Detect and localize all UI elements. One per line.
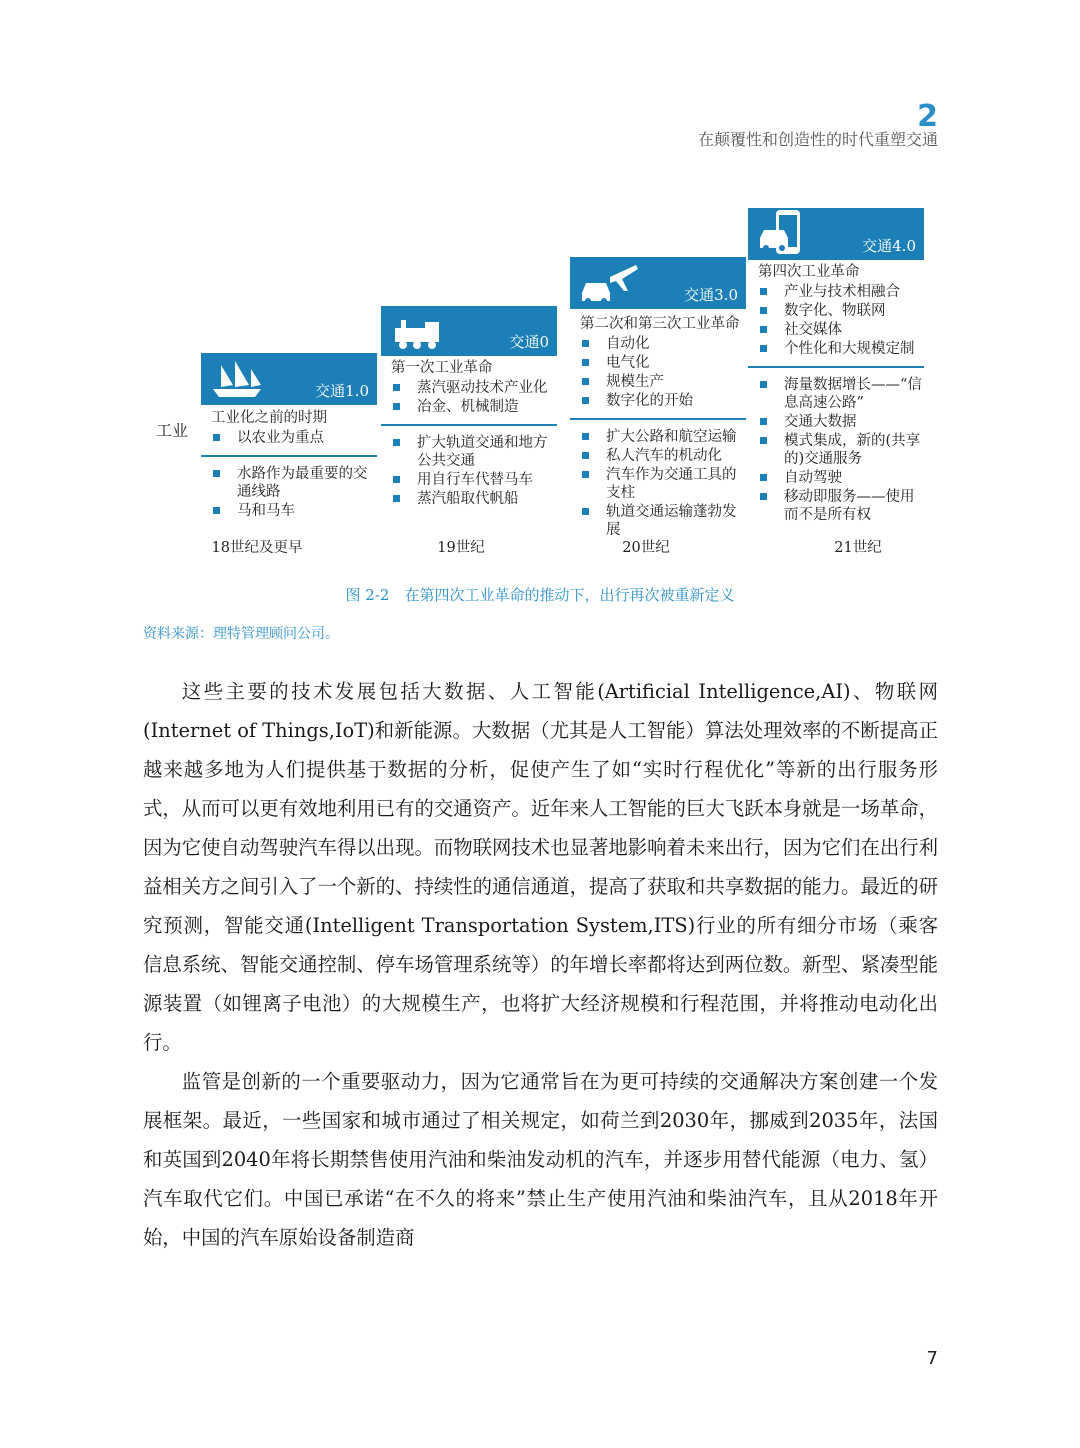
list-item: 产业与技术相融合 <box>748 283 924 301</box>
list-item: 社交媒体 <box>748 321 924 339</box>
figure-source: 资料来源：理特管理顾问公司。 <box>143 626 339 642</box>
list-item: 轨道交通运输蓬勃发展 <box>570 503 746 539</box>
period-label: 工业化之前的时期 <box>211 410 327 426</box>
list-item: 规模生产 <box>570 373 746 391</box>
list-item: 冶金、机械制造 <box>381 398 557 416</box>
period-label: 第四次工业革命 <box>758 264 860 280</box>
sailing-ship-icon <box>207 359 267 401</box>
column-header <box>201 353 377 405</box>
smartphone-car-icon <box>754 208 810 256</box>
period-label: 第一次工业革命 <box>391 360 493 376</box>
column-body <box>748 263 924 525</box>
list-item: 数字化、物联网 <box>748 302 924 320</box>
column-body <box>381 359 557 509</box>
divider <box>381 424 557 426</box>
century-label-3: 20世纪 <box>622 540 670 556</box>
paragraph: 这些主要的技术发展包括大数据、人工智能(Artificial Intelligence,AI)、物联网(Internet of Things,IoT)和新能源。大数据（尤其是人工智能）算法处理效率的不断提高正越来越多地为人们提供基于数据的分析，促使产生了如“实时行程优化”等新的出行服务形式，从而可以更有效地利用已有的交通资产。近年来人工智能的巨大飞跃本身就是一场革命，因为它使自动驾驶汽车得以出现。而物联网技术也显著地影响着未来出行，因为它们在出行利益相关方之间引入了一个新的、持续性的通信通道，提高了获取和共享数据的能力。最近的研究预测，智能交通(Intelligent Transportation System,ITS)行业的所有细分市场（乘客信息系统、智能交通控制、停车场管理系统等）的年增长率都将达到两位数。新型、紧凑型能源装置（如锂离子电池）的大规模生产，也将扩大经济规模和行程范围，并将推动电动化出行。 <box>143 680 939 1054</box>
divider <box>201 455 377 457</box>
list-item: 交通大数据 <box>748 413 924 431</box>
version-label: 交通0 <box>509 333 549 351</box>
list-item: 汽车作为交通工具的支柱 <box>570 466 746 502</box>
column-header <box>381 306 557 356</box>
car-airplane-icon <box>576 259 640 305</box>
divider <box>570 418 746 420</box>
version-label: 交通3.0 <box>684 286 738 304</box>
chapter-number: 2 <box>917 99 938 134</box>
period-label: 第二次和第三次工业革命 <box>580 316 740 332</box>
list-item: 移动即服务——使用而不是所有权 <box>748 488 924 524</box>
list-item: 蒸汽船取代帆船 <box>381 490 557 508</box>
figure-caption: 图 2-2 在第四次工业革命的推动下，出行再次被重新定义 <box>345 586 735 604</box>
version-label: 交通1.0 <box>315 382 369 400</box>
list-item: 私人汽车的机动化 <box>570 447 746 465</box>
column-body <box>201 409 377 521</box>
century-label-2: 19世纪 <box>437 540 485 556</box>
list-item: 扩大公路和航空运输 <box>570 428 746 446</box>
paragraph: 监管是创新的一个重要驱动力，因为它通常旨在为更可持续的交通解决方案创建一个发展框架。最近，一些国家和城市通过了相关规定，如荷兰到2030年，挪威到2035年，法国和英国到2040年将长期禁售使用汽油和柴油发动机的汽车，并逐步用替代能源（电力、氢）汽车取代它们。中国已承诺“在不久的将来”禁止生产使用汽油和柴油汽车，且从2018年开始，中国的汽车原始设备制造商 <box>143 1070 938 1249</box>
column-header <box>748 208 924 260</box>
version-label: 交通4.0 <box>862 237 916 255</box>
list-item: 以农业为重点 <box>201 429 377 447</box>
list-item: 水路作为最重要的交通线路 <box>201 465 377 501</box>
body-text <box>143 672 938 1257</box>
page-number: 7 <box>926 1348 938 1369</box>
century-label-1: 18世纪及更早 <box>211 540 303 556</box>
column-body <box>570 315 746 540</box>
list-item: 个性化和大规模定制 <box>748 340 924 358</box>
divider <box>748 366 924 368</box>
list-item: 海量数据增长——“信息高速公路” <box>748 376 924 412</box>
list-item: 自动驾驶 <box>748 469 924 487</box>
list-item: 自动化 <box>570 335 746 353</box>
century-label-4: 21世纪 <box>834 540 882 556</box>
figure-side-label: 工业 <box>156 421 189 440</box>
list-item: 用自行车代替马车 <box>381 471 557 489</box>
list-item: 马和马车 <box>201 502 377 520</box>
column-header <box>570 257 746 309</box>
list-item: 扩大轨道交通和地方公共交通 <box>381 434 557 470</box>
list-item: 蒸汽驱动技术产业化 <box>381 379 557 397</box>
list-item: 数字化的开始 <box>570 392 746 410</box>
list-item: 模式集成，新的(共享的)交通服务 <box>748 432 924 468</box>
chapter-title: 在颠覆性和创造性的时代重塑交通 <box>697 130 938 149</box>
list-item: 电气化 <box>570 354 746 372</box>
steam-locomotive-icon <box>387 314 447 352</box>
